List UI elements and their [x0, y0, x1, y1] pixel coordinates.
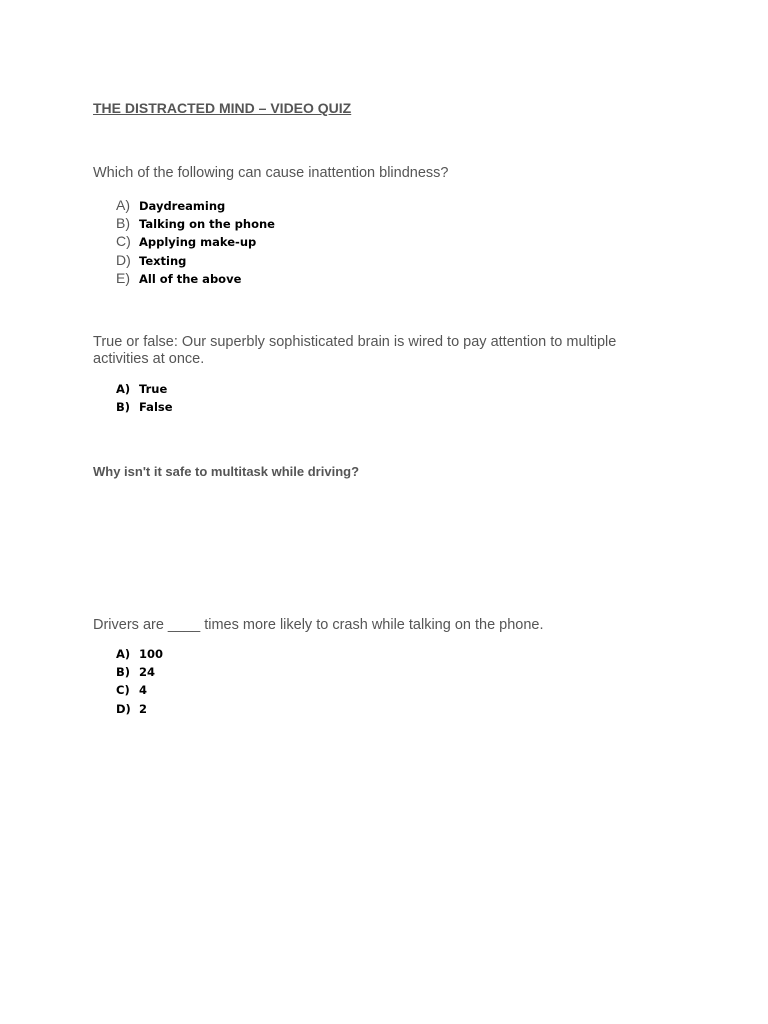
option-item [116, 252, 275, 270]
page-title: THE DISTRACTED MIND – VIDEO QUIZ [93, 100, 352, 116]
question-2-options [116, 382, 173, 418]
option-letter: A) [116, 382, 131, 396]
option-letter: A) [116, 647, 131, 661]
option-text: True [139, 382, 168, 396]
option-text: Talking on the phone [139, 217, 275, 232]
option-text: False [139, 400, 173, 415]
option-item [116, 647, 163, 665]
option-letter: C) [116, 683, 130, 698]
option-text: All of the above [139, 271, 242, 286]
option-letter: E) [116, 269, 130, 286]
option-item [116, 233, 275, 251]
option-item [116, 683, 163, 701]
option-item [116, 270, 275, 288]
question-4-text: Drivers are ____ times more likely to crash while talking on the phone. [93, 617, 544, 633]
question-3-text: Why isn't it safe to multitask while driving? [93, 464, 360, 479]
option-item [116, 702, 163, 720]
option-item [116, 665, 163, 683]
option-text: 4 [139, 683, 148, 698]
question-4-options [116, 647, 163, 720]
option-letter: B) [116, 665, 131, 680]
option-text: 2 [139, 701, 148, 716]
question-1-options [116, 197, 275, 288]
option-letter: B) [116, 215, 130, 232]
option-letter: B) [116, 400, 131, 415]
option-letter: D) [116, 701, 131, 716]
option-text: Applying make-up [139, 235, 257, 250]
option-text: 100 [139, 647, 164, 661]
question-1-text: Which of the following can cause inattention blindness? [93, 165, 449, 181]
option-text: Texting [139, 253, 187, 268]
option-item [116, 382, 173, 400]
option-item [116, 400, 173, 418]
option-letter: A) [116, 197, 130, 213]
option-text: Daydreaming [139, 199, 226, 213]
option-text: 24 [139, 665, 156, 680]
option-letter: C) [116, 233, 131, 250]
question-2-text: True or false: Our superbly sophisticated brain is wired to pay attention to multiple activities at once. [93, 334, 617, 367]
option-item [116, 215, 275, 233]
option-item [116, 197, 275, 215]
option-letter: D) [116, 251, 131, 268]
